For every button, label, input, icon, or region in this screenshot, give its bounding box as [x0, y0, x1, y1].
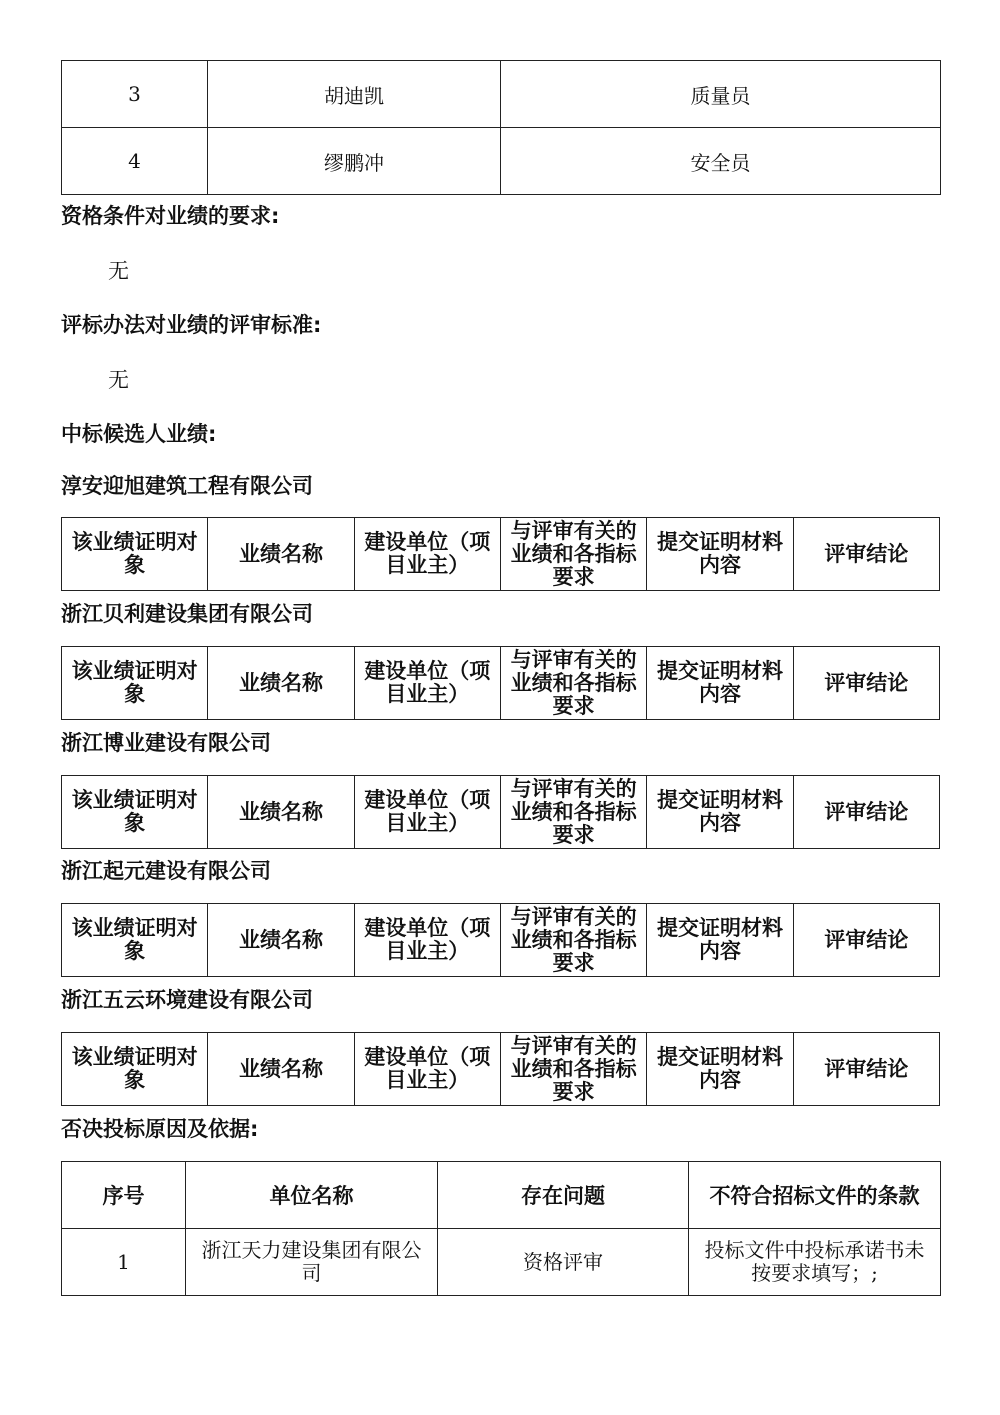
header-cell: 评审结论 — [793, 518, 939, 591]
header-cell: 不符合招标文件的条款 — [689, 1162, 941, 1229]
performance-table — [61, 1032, 940, 1106]
header-cell: 该业绩证明对象 — [62, 518, 208, 591]
rejection-unit: 浙江天力建设集团有限公司 — [186, 1229, 438, 1296]
header-cell: 建设单位（项目业主） — [354, 647, 500, 720]
staff-role: 质量员 — [501, 61, 941, 128]
evaluation-heading: 评标办法对业绩的评审标准: — [61, 313, 322, 337]
header-cell: 业绩名称 — [208, 776, 354, 849]
table-row — [62, 1229, 941, 1296]
header-cell: 评审结论 — [793, 776, 939, 849]
staff-name: 胡迪凯 — [208, 61, 501, 128]
header-cell: 提交证明材料内容 — [647, 904, 793, 977]
staff-table — [61, 60, 941, 195]
performance-table — [61, 903, 940, 977]
performance-table-block — [61, 903, 940, 977]
table-header-row — [62, 518, 940, 591]
performance-table-block — [61, 517, 940, 591]
candidates-heading: 中标候选人业绩: — [61, 422, 217, 446]
header-cell: 建设单位（项目业主） — [354, 904, 500, 977]
header-cell: 业绩名称 — [208, 904, 354, 977]
header-cell: 评审结论 — [793, 647, 939, 720]
table-header-row — [62, 776, 940, 849]
staff-no: 4 — [62, 128, 208, 195]
table-row — [62, 128, 941, 195]
performance-table — [61, 775, 940, 849]
table-header-row — [62, 647, 940, 720]
staff-table-block — [61, 60, 940, 195]
header-cell: 提交证明材料内容 — [647, 776, 793, 849]
header-cell: 序号 — [62, 1162, 186, 1229]
performance-table — [61, 646, 940, 720]
company-name: 淳安迎旭建筑工程有限公司 — [61, 474, 313, 498]
header-cell: 建设单位（项目业主） — [354, 1033, 500, 1106]
rejection-issue: 资格评审 — [438, 1229, 689, 1296]
header-cell: 该业绩证明对象 — [62, 647, 208, 720]
qualification-value: 无 — [108, 259, 129, 283]
table-header-row — [62, 1162, 941, 1229]
rejection-table — [61, 1161, 941, 1296]
header-cell: 存在问题 — [438, 1162, 689, 1229]
header-cell: 该业绩证明对象 — [62, 776, 208, 849]
table-header-row — [62, 904, 940, 977]
header-cell: 单位名称 — [186, 1162, 438, 1229]
table-row — [62, 61, 941, 128]
table-header-row — [62, 1033, 940, 1106]
performance-table — [61, 517, 940, 591]
header-cell: 与评审有关的业绩和各指标要求 — [500, 647, 646, 720]
header-cell: 业绩名称 — [208, 647, 354, 720]
evaluation-value: 无 — [108, 368, 129, 392]
header-cell: 提交证明材料内容 — [647, 518, 793, 591]
performance-table-block — [61, 646, 940, 720]
header-cell: 与评审有关的业绩和各指标要求 — [500, 518, 646, 591]
company-name: 浙江博业建设有限公司 — [61, 731, 271, 755]
rejection-table-block — [61, 1161, 940, 1296]
header-cell: 该业绩证明对象 — [62, 1033, 208, 1106]
header-cell: 建设单位（项目业主） — [354, 518, 500, 591]
staff-role: 安全员 — [501, 128, 941, 195]
header-cell: 业绩名称 — [208, 1033, 354, 1106]
header-cell: 评审结论 — [793, 1033, 939, 1106]
header-cell: 与评审有关的业绩和各指标要求 — [500, 904, 646, 977]
rejection-clause: 投标文件中投标承诺书未按要求填写；; — [689, 1229, 941, 1296]
company-name: 浙江贝利建设集团有限公司 — [61, 602, 313, 626]
header-cell: 与评审有关的业绩和各指标要求 — [500, 776, 646, 849]
header-cell: 提交证明材料内容 — [647, 1033, 793, 1106]
staff-name: 缪鹏冲 — [208, 128, 501, 195]
staff-no: 3 — [62, 61, 208, 128]
rejection-no: 1 — [62, 1229, 186, 1296]
header-cell: 建设单位（项目业主） — [354, 776, 500, 849]
header-cell: 提交证明材料内容 — [647, 647, 793, 720]
header-cell: 该业绩证明对象 — [62, 904, 208, 977]
qualification-heading: 资格条件对业绩的要求: — [61, 204, 280, 228]
header-cell: 评审结论 — [793, 904, 939, 977]
company-name: 浙江起元建设有限公司 — [61, 859, 271, 883]
performance-table-block — [61, 775, 940, 849]
rejection-heading: 否决投标原因及依据: — [61, 1117, 259, 1141]
performance-table-block — [61, 1032, 940, 1106]
header-cell: 与评审有关的业绩和各指标要求 — [500, 1033, 646, 1106]
header-cell: 业绩名称 — [208, 518, 354, 591]
company-name: 浙江五云环境建设有限公司 — [61, 988, 313, 1012]
